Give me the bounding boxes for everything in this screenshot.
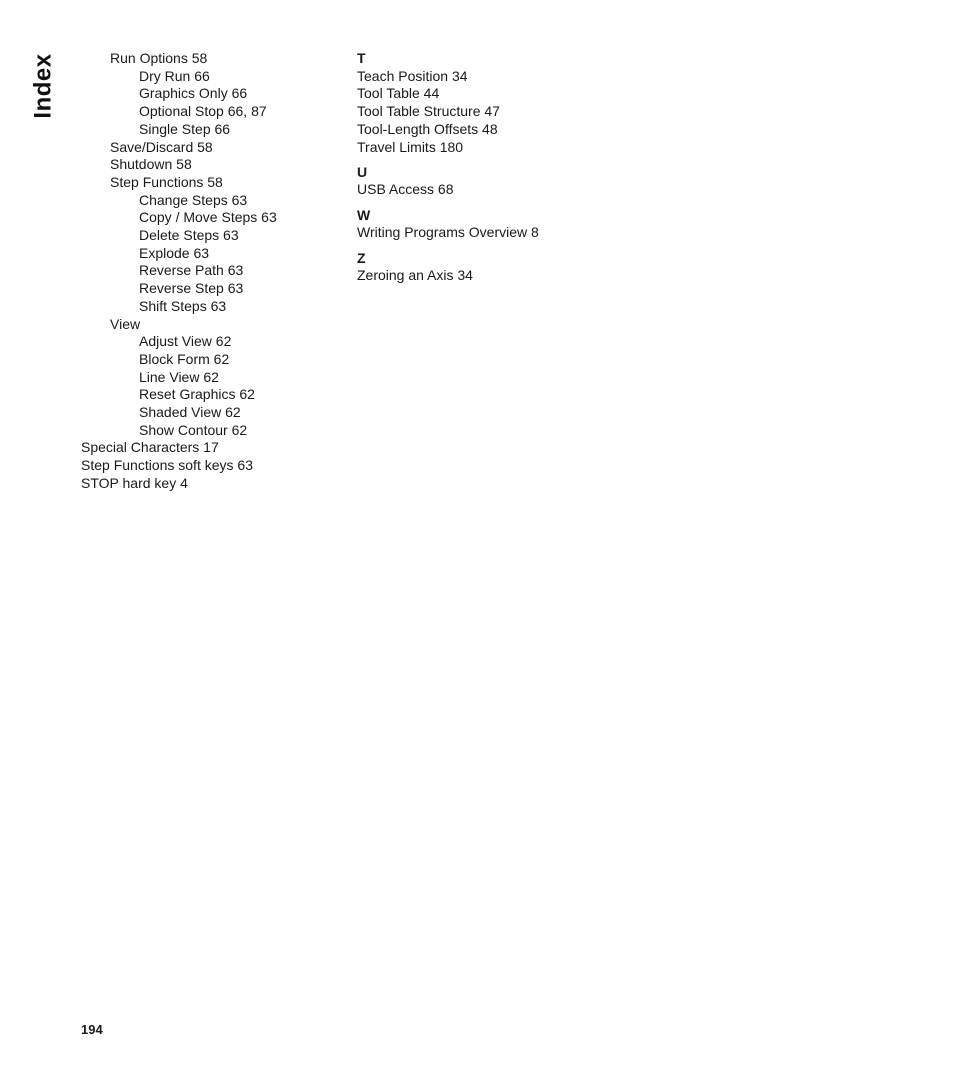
index-subentry: Step Functions 58 xyxy=(110,173,223,190)
index-entry: Tool Table 44 xyxy=(357,85,440,102)
index-entry: USB Access 68 xyxy=(357,181,454,198)
index-subsubentry: Shaded View 62 xyxy=(139,404,241,421)
index-subsubentry: Graphics Only 66 xyxy=(139,85,248,102)
index-subsubentry: Reverse Path 63 xyxy=(139,262,244,279)
index-entry: Special Characters 17 xyxy=(81,439,219,456)
index-side-title xyxy=(28,50,60,122)
index-subsubentry: Shift Steps 63 xyxy=(139,297,227,314)
index-entry: Tool-Length Offsets 48 xyxy=(357,120,498,137)
index-subsubentry: Dry Run 66 xyxy=(139,67,210,84)
index-letter-section xyxy=(357,50,657,156)
page-number: 194 xyxy=(81,1022,103,1037)
index-letter-heading: Z xyxy=(357,249,366,266)
index-letter-heading: T xyxy=(357,50,366,66)
index-letter-section xyxy=(357,250,657,285)
index-subsubentry: Line View 62 xyxy=(139,368,219,385)
index-subsubentry: Reverse Step 63 xyxy=(139,280,244,297)
index-subsubentry: Explode 63 xyxy=(139,244,210,261)
index-subsubentry: Optional Stop 66, 87 xyxy=(139,103,267,120)
index-subsubentry: Adjust View 62 xyxy=(139,333,232,350)
index-entry: Tool Table Structure 47 xyxy=(357,103,500,120)
index-entry: Step Functions soft keys 63 xyxy=(81,457,253,474)
index-subentry: View xyxy=(110,315,141,332)
index-entry: Zeroing an Axis 34 xyxy=(357,267,473,284)
index-subsubentry: Single Step 66 xyxy=(139,120,231,137)
index-subentry: Save/Discard 58 xyxy=(110,138,213,155)
index-subsubentry: Show Contour 62 xyxy=(139,421,248,438)
index-letter-heading: W xyxy=(357,206,371,223)
index-subsubentry: Reset Graphics 62 xyxy=(139,386,255,403)
index-entry: Writing Programs Overview 8 xyxy=(357,224,539,241)
index-left-column xyxy=(81,50,331,493)
index-entry: STOP hard key 4 xyxy=(81,474,188,491)
index-entry: Travel Limits 180 xyxy=(357,138,464,155)
index-subentry: Run Options 58 xyxy=(110,50,208,66)
index-letter-heading: U xyxy=(357,163,368,180)
index-side-title-text: Index xyxy=(30,53,57,119)
index-right-column xyxy=(357,50,657,285)
index-subsubentry: Block Form 62 xyxy=(139,350,230,367)
index-subentry: Shutdown 58 xyxy=(110,156,192,173)
index-subsubentry: Copy / Move Steps 63 xyxy=(139,209,277,226)
index-entry: Teach Position 34 xyxy=(357,67,468,84)
index-subsubentry: Change Steps 63 xyxy=(139,191,248,208)
index-letter-section xyxy=(357,164,657,199)
index-letter-section xyxy=(357,207,657,242)
index-subsubentry: Delete Steps 63 xyxy=(139,227,239,244)
